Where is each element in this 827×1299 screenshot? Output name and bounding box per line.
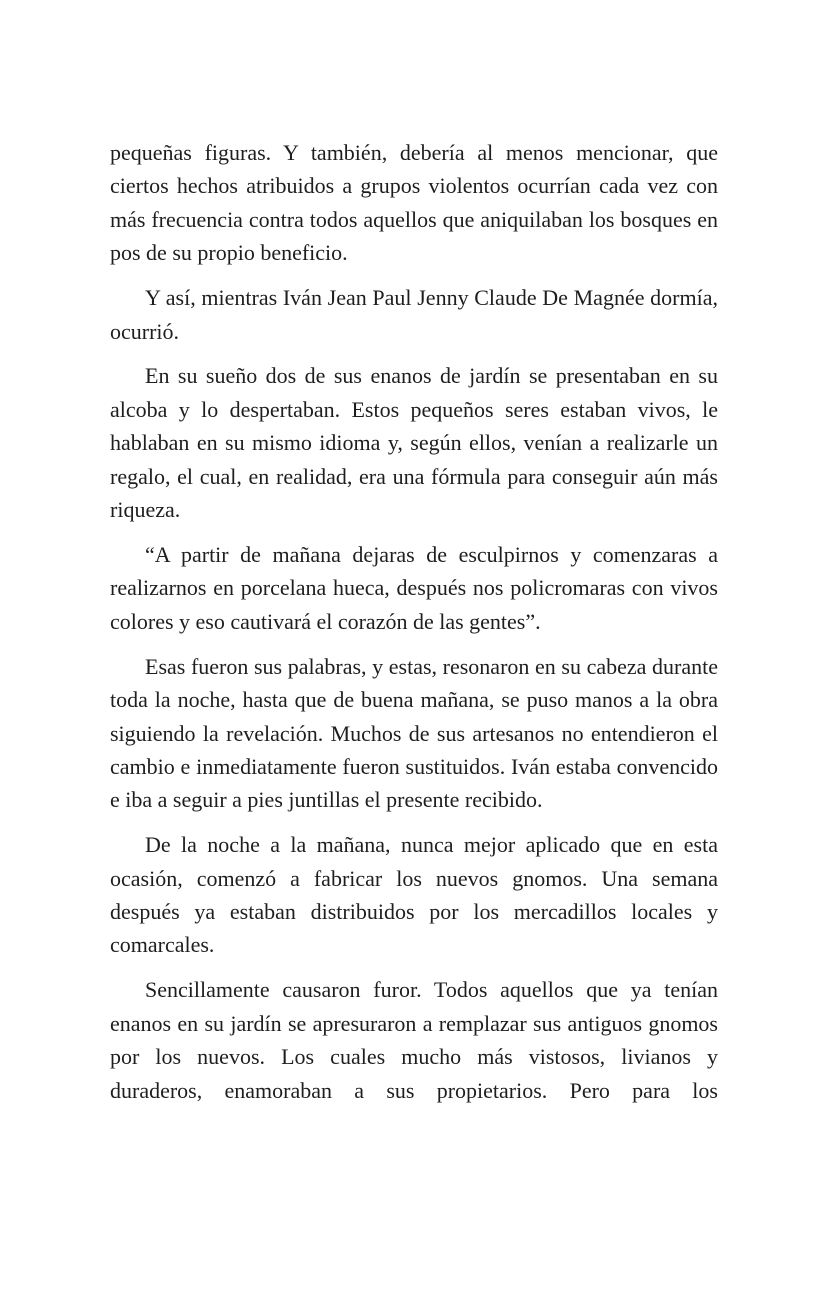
paragraph: De la noche a la mañana, nunca mejor aplicado que en esta ocasión, comenzó a fabricar los nuevos gnomos. Una semana después ya estaban distribuidos por los mercadillos locales y comarcales.: [110, 832, 718, 958]
paragraph: En su sueño dos de sus enanos de jardín se presentaban en su alcoba y lo despertaban. Estos pequeños seres estaban vivos, le hablaban en su mismo idioma y, según ellos, venían a realizarle un regalo, el cual, en realidad, era una fórmula para conseguir aún más riqueza.: [110, 363, 718, 523]
paragraph: “A partir de mañana dejaras de esculpirnos y comenzaras a realizarnos en porcelana hueca, después nos policromaras con vivos colores y eso cautivará el corazón de las gentes”.: [110, 541, 718, 634]
paragraph: Y así, mientras Iván Jean Paul Jenny Claude De Magnée dormía, ocurrió.: [110, 285, 718, 344]
paragraph: pequeñas figuras. Y también, debería al menos mencionar, que ciertos hechos atribuidos a grupos violentos ocurrían cada vez con más frecuencia contra todos aquellos que aniquilaban los bosques en pos de su propio beneficio.: [110, 140, 718, 266]
paragraph: Sencillamente causaron furor. Todos aquellos que ya tenían enanos en su jardín se apresuraron a remplazar sus antiguos gnomos por los nuevos. Los cuales mucho más vistosos, livianos y duraderos, enamoraban a sus propietarios. Pero para los: [110, 977, 718, 1103]
text-column: [110, 136, 718, 1107]
paragraph: Esas fueron sus palabras, y estas, resonaron en su cabeza durante toda la noche, hasta que de buena mañana, se puso manos a la obra siguiendo la revelación. Muchos de sus artesanos no entendieron el cambio e inmediatamente fueron sustituidos. Iván estaba convencido e iba a seguir a pies juntillas el presente recibido.: [110, 653, 718, 813]
